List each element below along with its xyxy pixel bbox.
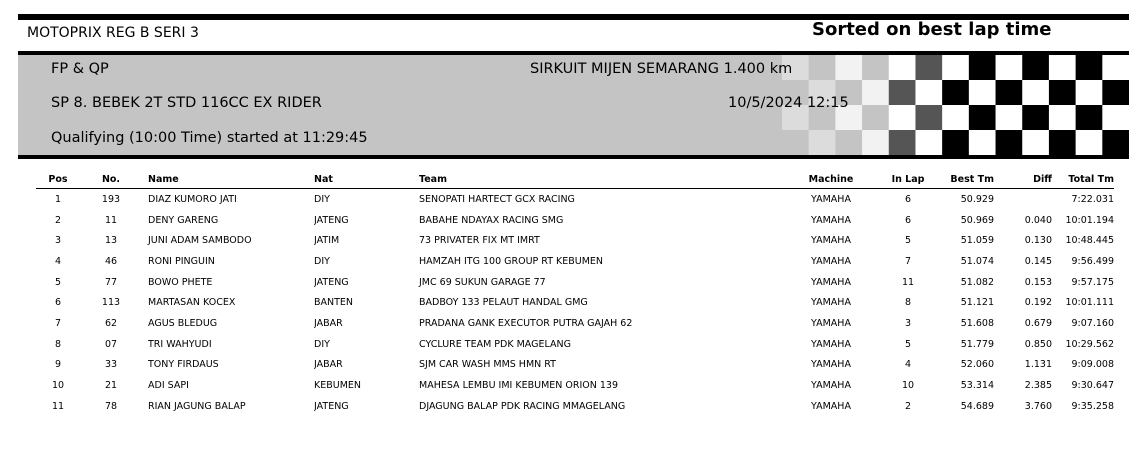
cell-name: DENY GARENG <box>148 214 219 226</box>
checker-square <box>942 105 969 131</box>
cell-machine: YAMAHA <box>811 359 851 371</box>
cell-machine: YAMAHA <box>811 400 851 412</box>
checker-square <box>862 80 889 106</box>
cell-pos: 5 <box>54 276 62 288</box>
checker-square <box>996 130 1023 155</box>
cell-name: AGUS BLEDUG <box>148 317 218 329</box>
cell-nat: JABAR <box>314 317 343 329</box>
checker-square <box>1049 105 1076 131</box>
cell-diff: 2.385 <box>1024 380 1052 392</box>
col-total-tm: Total Tm <box>1052 170 1114 189</box>
cell-pos: 2 <box>54 214 62 226</box>
table-row <box>36 292 1114 313</box>
checker-square <box>1049 80 1076 106</box>
cell-diff <box>994 189 1052 210</box>
table-row <box>36 230 1114 251</box>
cell-team: BABAHE NDAYAX RACING SMG <box>419 214 564 226</box>
class-name: SP 8. BEBEK 2T STD 116CC EX RIDER <box>51 95 322 111</box>
cell-best-tm: 53.314 <box>960 380 994 392</box>
event-name: MOTOPRIX REG B SERI 3 <box>27 25 199 41</box>
cell-name: JUNI ADAM SAMBODO <box>148 235 252 247</box>
cell-diff: 0.130 <box>1024 235 1052 247</box>
checker-square <box>889 55 916 81</box>
cell-total-tm: 9:56.499 <box>1071 255 1114 267</box>
checker-square <box>1076 80 1103 106</box>
checker-square <box>915 55 942 81</box>
cell-team: MAHESA LEMBU IMI KEBUMEN ORION 139 <box>419 380 619 392</box>
cell-in-lap: 11 <box>901 276 915 288</box>
cell-pos: 1 <box>54 193 62 205</box>
checker-square <box>915 80 942 106</box>
cell-name: TRI WAHYUDI <box>148 338 212 350</box>
checker-square <box>1102 105 1129 131</box>
checker-square <box>1022 55 1049 81</box>
cell-team: 73 PRIVATER FIX MT IMRT <box>419 235 540 247</box>
cell-in-lap: 2 <box>904 400 912 412</box>
col-pos: Pos <box>36 170 80 189</box>
cell-name: ADI SAPI <box>148 380 189 392</box>
sort-label: Sorted on best lap time <box>812 19 1052 40</box>
header-bottom-rule <box>18 155 1129 159</box>
cell-best-tm: 51.121 <box>960 297 994 309</box>
checker-square <box>996 80 1023 106</box>
cell-team: JMC 69 SUKUN GARAGE 77 <box>419 276 546 288</box>
col-machine: Machine <box>788 170 874 189</box>
cell-total-tm: 10:01.194 <box>1065 214 1114 226</box>
cell-in-lap: 7 <box>904 255 912 267</box>
cell-in-lap: 5 <box>904 235 912 247</box>
checker-square <box>969 55 996 81</box>
cell-no: 33 <box>104 359 118 371</box>
checker-square <box>996 105 1023 131</box>
col-nat: Nat <box>314 170 413 189</box>
cell-machine: YAMAHA <box>811 193 851 205</box>
session-datetime: 10/5/2024 12:15 <box>728 95 849 111</box>
cell-best-tm: 50.929 <box>960 193 994 205</box>
cell-diff: 1.131 <box>1024 359 1052 371</box>
cell-no: 77 <box>104 276 118 288</box>
cell-name: RONI PINGUIN <box>148 255 215 267</box>
table-row <box>36 355 1114 376</box>
col-best-tm: Best Tm <box>942 170 994 189</box>
cell-best-tm: 54.689 <box>960 400 994 412</box>
cell-team: BADBOY 133 PELAUT HANDAL GMG <box>419 297 588 309</box>
cell-diff: 0.145 <box>1024 255 1052 267</box>
cell-name: TONY FIRDAUS <box>148 359 219 371</box>
table-row <box>36 313 1114 334</box>
cell-diff: 0.192 <box>1024 297 1052 309</box>
table-row <box>36 334 1114 355</box>
checker-square <box>1102 55 1129 81</box>
checker-square <box>835 130 862 155</box>
cell-best-tm: 51.082 <box>960 276 994 288</box>
checker-square <box>862 105 889 131</box>
cell-nat: BANTEN <box>314 297 354 309</box>
checker-square <box>1076 105 1103 131</box>
cell-machine: YAMAHA <box>811 276 851 288</box>
checker-square <box>942 130 969 155</box>
table-row <box>36 272 1114 293</box>
session-type: FP & QP <box>51 61 109 77</box>
cell-total-tm: 9:57.175 <box>1071 276 1114 288</box>
table-row <box>36 210 1114 231</box>
cell-best-tm: 51.608 <box>960 317 994 329</box>
cell-name: MARTASAN KOCEX <box>148 297 236 309</box>
checker-square <box>1049 130 1076 155</box>
cell-team: SJM CAR WASH MMS HMN RT <box>419 359 556 371</box>
cell-diff: 0.040 <box>1024 214 1052 226</box>
checker-square <box>1049 55 1076 81</box>
table-header-row <box>36 170 1114 189</box>
cell-team: CYCLURE TEAM PDK MAGELANG <box>419 338 571 350</box>
cell-total-tm: 9:07.160 <box>1071 317 1114 329</box>
cell-nat: JATIM <box>314 235 340 247</box>
cell-team: SENOPATI HARTECT GCX RACING <box>419 193 575 205</box>
checker-square <box>835 55 862 81</box>
checker-square <box>915 105 942 131</box>
checker-square <box>889 105 916 131</box>
checker-square <box>942 80 969 106</box>
session-info: Qualifying (10:00 Time) started at 11:29:45 <box>51 130 368 146</box>
checker-square <box>1022 130 1049 155</box>
cell-best-tm: 51.074 <box>960 255 994 267</box>
cell-machine: YAMAHA <box>811 255 851 267</box>
cell-nat: JATENG <box>314 400 349 412</box>
checker-square <box>782 130 809 155</box>
checker-square <box>1076 55 1103 81</box>
cell-in-lap: 8 <box>904 297 912 309</box>
cell-no: 62 <box>104 317 118 329</box>
checker-square <box>1076 130 1103 155</box>
cell-nat: KEBUMEN <box>314 380 362 392</box>
checker-square <box>809 130 836 155</box>
checker-square <box>862 55 889 81</box>
checker-square <box>969 105 996 131</box>
table-row <box>36 189 1114 210</box>
cell-nat: JATENG <box>314 276 349 288</box>
cell-name: DIAZ KUMORO JATI <box>148 193 237 205</box>
cell-no: 78 <box>104 400 118 412</box>
cell-no: 21 <box>104 380 118 392</box>
cell-machine: YAMAHA <box>811 317 851 329</box>
cell-best-tm: 51.059 <box>960 235 994 247</box>
checker-square <box>942 55 969 81</box>
cell-no: 193 <box>101 193 121 205</box>
cell-in-lap: 10 <box>901 380 915 392</box>
table-row <box>36 396 1114 417</box>
cell-name: BOWO PHETE <box>148 276 213 288</box>
cell-team: HAMZAH ITG 100 GROUP RT KEBUMEN <box>419 255 604 267</box>
checker-square <box>809 55 836 81</box>
cell-no: 13 <box>104 235 118 247</box>
col-in-lap: In Lap <box>874 170 942 189</box>
cell-machine: YAMAHA <box>811 338 851 350</box>
cell-machine: YAMAHA <box>811 380 851 392</box>
cell-team: DJAGUNG BALAP PDK RACING MMAGELANG <box>419 400 626 412</box>
table-row <box>36 251 1114 272</box>
col-name: Name <box>142 170 314 189</box>
cell-in-lap: 4 <box>904 359 912 371</box>
cell-pos: 7 <box>54 317 62 329</box>
cell-pos: 10 <box>51 380 65 392</box>
cell-best-tm: 50.969 <box>960 214 994 226</box>
cell-best-tm: 52.060 <box>960 359 994 371</box>
cell-total-tm: 9:30.647 <box>1071 380 1114 392</box>
cell-in-lap: 5 <box>904 338 912 350</box>
cell-nat: JATENG <box>314 214 349 226</box>
cell-pos: 3 <box>54 235 62 247</box>
col-diff: Diff <box>994 170 1052 189</box>
cell-no: 113 <box>101 297 121 309</box>
cell-no: 11 <box>104 214 118 226</box>
cell-diff: 0.153 <box>1024 276 1052 288</box>
checker-square <box>1022 105 1049 131</box>
checker-square <box>889 80 916 106</box>
col-team: Team <box>413 170 788 189</box>
checker-square <box>1102 130 1129 155</box>
cell-total-tm: 10:48.445 <box>1065 235 1114 247</box>
results-table <box>36 170 1114 417</box>
cell-pos: 6 <box>54 297 62 309</box>
checker-square <box>1102 80 1129 106</box>
cell-nat: DIY <box>314 338 330 350</box>
checker-square <box>889 130 916 155</box>
col-no: No. <box>80 170 142 189</box>
cell-in-lap: 6 <box>904 214 912 226</box>
checker-square <box>969 80 996 106</box>
cell-machine: YAMAHA <box>811 214 851 226</box>
cell-total-tm: 10:01.111 <box>1065 297 1114 309</box>
cell-no: 46 <box>104 255 118 267</box>
results-body <box>36 189 1114 417</box>
cell-pos: 11 <box>51 400 65 412</box>
cell-nat: DIY <box>314 255 330 267</box>
table-row <box>36 375 1114 396</box>
checker-square <box>996 55 1023 81</box>
cell-total-tm: 9:09.008 <box>1071 359 1114 371</box>
cell-nat: JABAR <box>314 359 343 371</box>
checker-square <box>915 130 942 155</box>
cell-team: PRADANA GANK EXECUTOR PUTRA GAJAH 62 <box>419 317 633 329</box>
cell-diff: 3.760 <box>1024 400 1052 412</box>
cell-pos: 4 <box>54 255 62 267</box>
checker-square <box>862 130 889 155</box>
cell-nat: DIY <box>314 193 330 205</box>
cell-in-lap: 6 <box>904 193 912 205</box>
cell-diff: 0.679 <box>1024 317 1052 329</box>
cell-diff: 0.850 <box>1024 338 1052 350</box>
checker-square <box>969 130 996 155</box>
cell-best-tm: 51.779 <box>960 338 994 350</box>
checker-square <box>1022 80 1049 106</box>
cell-total-tm: 7:22.031 <box>1071 193 1114 205</box>
cell-no: 07 <box>104 338 118 350</box>
cell-machine: YAMAHA <box>811 297 851 309</box>
cell-pos: 8 <box>54 338 62 350</box>
cell-pos: 9 <box>54 359 62 371</box>
cell-total-tm: 10:29.562 <box>1065 338 1114 350</box>
cell-name: RIAN JAGUNG BALAP <box>148 400 246 412</box>
cell-machine: YAMAHA <box>811 235 851 247</box>
cell-total-tm: 9:35.258 <box>1071 400 1114 412</box>
cell-in-lap: 3 <box>904 317 912 329</box>
circuit-name: SIRKUIT MIJEN SEMARANG 1.400 km <box>530 61 793 77</box>
